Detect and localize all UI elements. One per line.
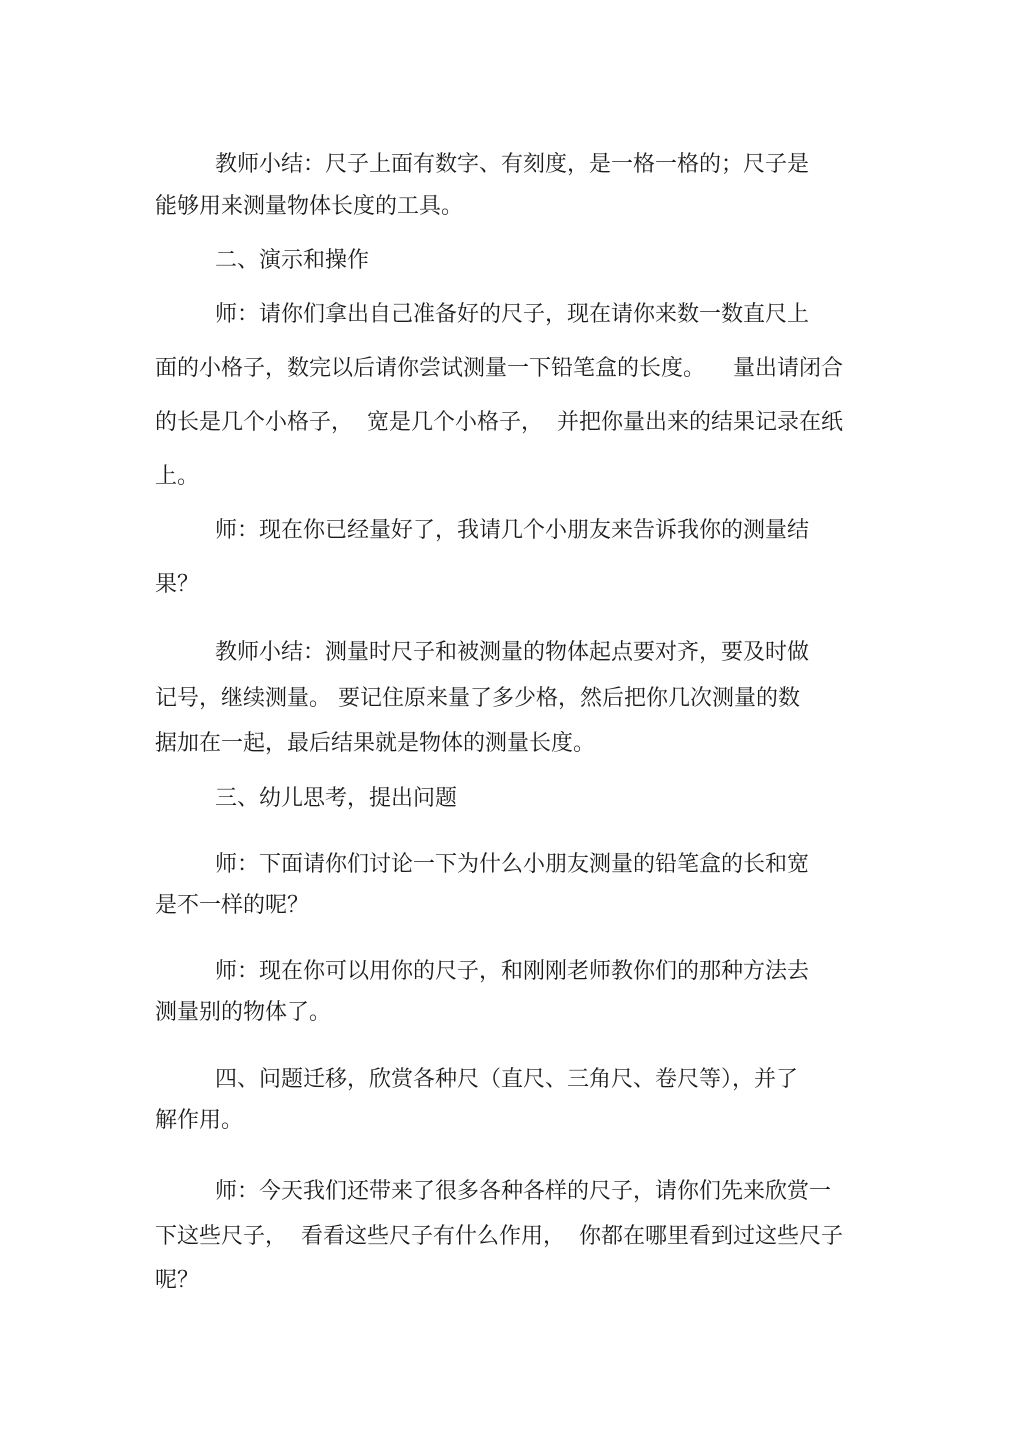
text-line: 师：下面请你们讨论一下为什么小朋友测量的铅笔盒的长和宽 (215, 852, 810, 877)
text-line: 测量别的物体了。 (155, 1000, 332, 1025)
text-line: 师：请你们拿出自己准备好的尺子，现在请你来数一数直尺上 (215, 302, 810, 327)
text-line: 果？ (155, 572, 200, 597)
text-line: 下这些尺子， 看看这些尺子有什么作用， 你都在哪里看到过这些尺子 (155, 1224, 843, 1249)
text-line: 记号，继续测量。 要记住原来量了多少格，然后把你几次测量的数 (155, 686, 800, 711)
text-line: 据加在一起，最后结果就是物体的测量长度。 (155, 731, 596, 756)
text-line: 师：今天我们还带来了很多各种各样的尺子，请你们先来欣赏一 (215, 1179, 832, 1204)
text-line: 能够用来测量物体长度的工具。 (155, 194, 464, 219)
text-line: 教师小结：测量时尺子和被测量的物体起点要对齐，要及时做 (215, 640, 810, 665)
section-heading: 二、演示和操作 (215, 248, 370, 273)
section-heading: 四、问题迁移，欣赏各种尺（直尺、三角尺、卷尺等），并了 (215, 1067, 799, 1092)
text-line: 师：现在你已经量好了，我请几个小朋友来告诉我你的测量结 (215, 518, 810, 543)
text-line: 的长是几个小格子， 宽是几个小格子， 并把你量出来的结果记录在纸 (155, 410, 843, 435)
text-line: 是不一样的呢？ (155, 893, 310, 918)
text-line: 呢？ (155, 1268, 200, 1293)
section-heading: 三、幼儿思考，提出问题 (215, 786, 458, 811)
text-line: 上。 (155, 464, 200, 489)
text-line: 面的小格子，数完以后请你尝试测量一下铅笔盒的长度。 量出请闭合 (155, 356, 843, 381)
text-line: 解作用。 (155, 1108, 244, 1133)
text-line: 师：现在你可以用你的尺子，和刚刚老师教你们的那种方法去 (215, 959, 810, 984)
text-line: 教师小结：尺子上面有数字、有刻度，是一格一格的；尺子是 (215, 152, 810, 177)
